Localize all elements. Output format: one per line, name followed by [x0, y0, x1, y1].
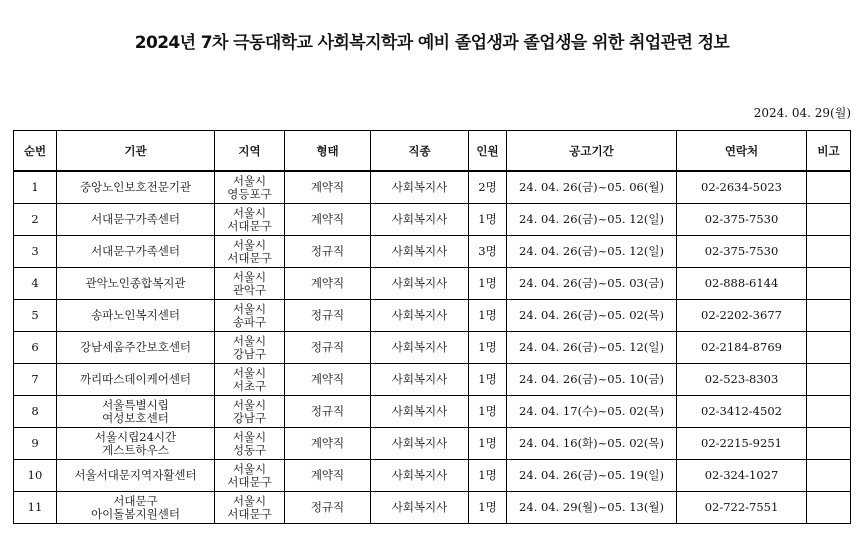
- cell-headcount: 3명: [469, 236, 507, 268]
- cell-remarks: [807, 428, 851, 460]
- cell-region: 서울시 서대문구: [215, 236, 285, 268]
- cell-no: 10: [14, 460, 57, 492]
- cell-contact: 02-375-7530: [677, 236, 807, 268]
- cell-region: 서울시 서대문구: [215, 492, 285, 524]
- cell-contact: 02-888-6144: [677, 268, 807, 300]
- cell-job-type: 사회복지사: [371, 364, 469, 396]
- header-posting-period: 공고기간: [507, 131, 677, 172]
- cell-institution: 강남세움주간보호센터: [57, 332, 215, 364]
- cell-contact: 02-523-8303: [677, 364, 807, 396]
- cell-job-type: 사회복지사: [371, 300, 469, 332]
- cell-institution: 송파노인복지센터: [57, 300, 215, 332]
- cell-job-type: 사회복지사: [371, 268, 469, 300]
- table-row: [14, 460, 851, 492]
- cell-posting-period: 24. 04. 26(금)~05. 12(일): [507, 236, 677, 268]
- header-job-type: 직종: [371, 131, 469, 172]
- cell-employment-type: 계약직: [285, 428, 371, 460]
- cell-headcount: 1명: [469, 492, 507, 524]
- cell-posting-period: 24. 04. 16(화)~05. 02(목): [507, 428, 677, 460]
- cell-institution: 서울서대문지역자활센터: [57, 460, 215, 492]
- cell-remarks: [807, 492, 851, 524]
- cell-contact: 02-2634-5023: [677, 171, 807, 204]
- cell-region: 서울시 서초구: [215, 364, 285, 396]
- cell-institution: 까리따스데이케어센터: [57, 364, 215, 396]
- cell-posting-period: 24. 04. 29(월)~05. 13(월): [507, 492, 677, 524]
- cell-remarks: [807, 236, 851, 268]
- cell-institution: 관악노인종합복지관: [57, 268, 215, 300]
- header-contact: 연락처: [677, 131, 807, 172]
- cell-region: 서울시 서대문구: [215, 204, 285, 236]
- cell-no: 11: [14, 492, 57, 524]
- cell-posting-period: 24. 04. 26(금)~05. 12(일): [507, 332, 677, 364]
- cell-posting-period: 24. 04. 26(금)~05. 03(금): [507, 268, 677, 300]
- table-row: [14, 492, 851, 524]
- cell-remarks: [807, 171, 851, 204]
- cell-contact: 02-3412-4502: [677, 396, 807, 428]
- cell-institution: 서대문구가족센터: [57, 236, 215, 268]
- cell-employment-type: 정규직: [285, 492, 371, 524]
- cell-employment-type: 계약직: [285, 460, 371, 492]
- cell-posting-period: 24. 04. 17(수)~05. 02(목): [507, 396, 677, 428]
- table-row: [14, 364, 851, 396]
- table-row: [14, 332, 851, 364]
- table-row: [14, 396, 851, 428]
- cell-no: 6: [14, 332, 57, 364]
- header-region: 지역: [215, 131, 285, 172]
- table-body: [14, 171, 851, 524]
- cell-headcount: 1명: [469, 396, 507, 428]
- cell-no: 8: [14, 396, 57, 428]
- cell-contact: 02-2184-8769: [677, 332, 807, 364]
- cell-posting-period: 24. 04. 26(금)~05. 12(일): [507, 204, 677, 236]
- cell-headcount: 2명: [469, 171, 507, 204]
- cell-job-type: 사회복지사: [371, 332, 469, 364]
- cell-employment-type: 정규직: [285, 300, 371, 332]
- table-row: [14, 171, 851, 204]
- cell-job-type: 사회복지사: [371, 428, 469, 460]
- cell-region: 서울시 강남구: [215, 396, 285, 428]
- cell-institution: 서울특별시립 여성보호센터: [57, 396, 215, 428]
- cell-job-type: 사회복지사: [371, 492, 469, 524]
- cell-region: 서울시 강남구: [215, 332, 285, 364]
- cell-institution: 서대문구 아이돌봄지원센터: [57, 492, 215, 524]
- header-employment-type: 형태: [285, 131, 371, 172]
- cell-remarks: [807, 460, 851, 492]
- cell-posting-period: 24. 04. 26(금)~05. 02(목): [507, 300, 677, 332]
- cell-posting-period: 24. 04. 26(금)~05. 19(일): [507, 460, 677, 492]
- cell-region: 서울시 서대문구: [215, 460, 285, 492]
- cell-headcount: 1명: [469, 204, 507, 236]
- cell-employment-type: 계약직: [285, 268, 371, 300]
- cell-remarks: [807, 364, 851, 396]
- cell-employment-type: 계약직: [285, 171, 371, 204]
- cell-contact: 02-722-7551: [677, 492, 807, 524]
- cell-institution: 중앙노인보호전문기관: [57, 171, 215, 204]
- cell-remarks: [807, 268, 851, 300]
- cell-remarks: [807, 396, 851, 428]
- cell-posting-period: 24. 04. 26(금)~05. 06(월): [507, 171, 677, 204]
- cell-headcount: 1명: [469, 300, 507, 332]
- cell-contact: 02-324-1027: [677, 460, 807, 492]
- cell-region: 서울시 관악구: [215, 268, 285, 300]
- cell-job-type: 사회복지사: [371, 396, 469, 428]
- table-row: [14, 236, 851, 268]
- cell-region: 서울시 영등포구: [215, 171, 285, 204]
- cell-no: 5: [14, 300, 57, 332]
- page-title: 2024년 7차 극동대학교 사회복지학과 예비 졸업생과 졸업생을 위한 취업관련 정보: [134, 33, 730, 53]
- cell-employment-type: 정규직: [285, 236, 371, 268]
- cell-remarks: [807, 204, 851, 236]
- cell-no: 1: [14, 171, 57, 204]
- cell-contact: 02-2215-9251: [677, 428, 807, 460]
- cell-region: 서울시 성동구: [215, 428, 285, 460]
- cell-region: 서울시 송파구: [215, 300, 285, 332]
- cell-headcount: 1명: [469, 364, 507, 396]
- cell-contact: 02-2202-3677: [677, 300, 807, 332]
- table-row: [14, 204, 851, 236]
- table-row: [14, 428, 851, 460]
- cell-employment-type: 정규직: [285, 396, 371, 428]
- cell-headcount: 1명: [469, 268, 507, 300]
- cell-remarks: [807, 332, 851, 364]
- cell-no: 7: [14, 364, 57, 396]
- cell-employment-type: 정규직: [285, 332, 371, 364]
- table-row: [14, 268, 851, 300]
- cell-institution: 서울시립24시간 게스트하우스: [57, 428, 215, 460]
- header-institution: 기관: [57, 131, 215, 172]
- cell-no: 4: [14, 268, 57, 300]
- cell-employment-type: 계약직: [285, 204, 371, 236]
- cell-institution: 서대문구가족센터: [57, 204, 215, 236]
- cell-posting-period: 24. 04. 26(금)~05. 10(금): [507, 364, 677, 396]
- header-headcount: 인원: [469, 131, 507, 172]
- cell-no: 3: [14, 236, 57, 268]
- cell-headcount: 1명: [469, 460, 507, 492]
- cell-job-type: 사회복지사: [371, 460, 469, 492]
- table-row: [14, 300, 851, 332]
- cell-contact: 02-375-7530: [677, 204, 807, 236]
- header-remarks: 비고: [807, 131, 851, 172]
- cell-headcount: 1명: [469, 332, 507, 364]
- cell-job-type: 사회복지사: [371, 171, 469, 204]
- cell-remarks: [807, 300, 851, 332]
- document-date: 2024. 04. 29(월): [753, 106, 851, 120]
- cell-headcount: 1명: [469, 428, 507, 460]
- table-header-row: [14, 131, 851, 172]
- cell-no: 2: [14, 204, 57, 236]
- header-no: 순번: [14, 131, 57, 172]
- cell-job-type: 사회복지사: [371, 236, 469, 268]
- cell-employment-type: 계약직: [285, 364, 371, 396]
- cell-no: 9: [14, 428, 57, 460]
- job-listing-table: [13, 130, 851, 524]
- cell-job-type: 사회복지사: [371, 204, 469, 236]
